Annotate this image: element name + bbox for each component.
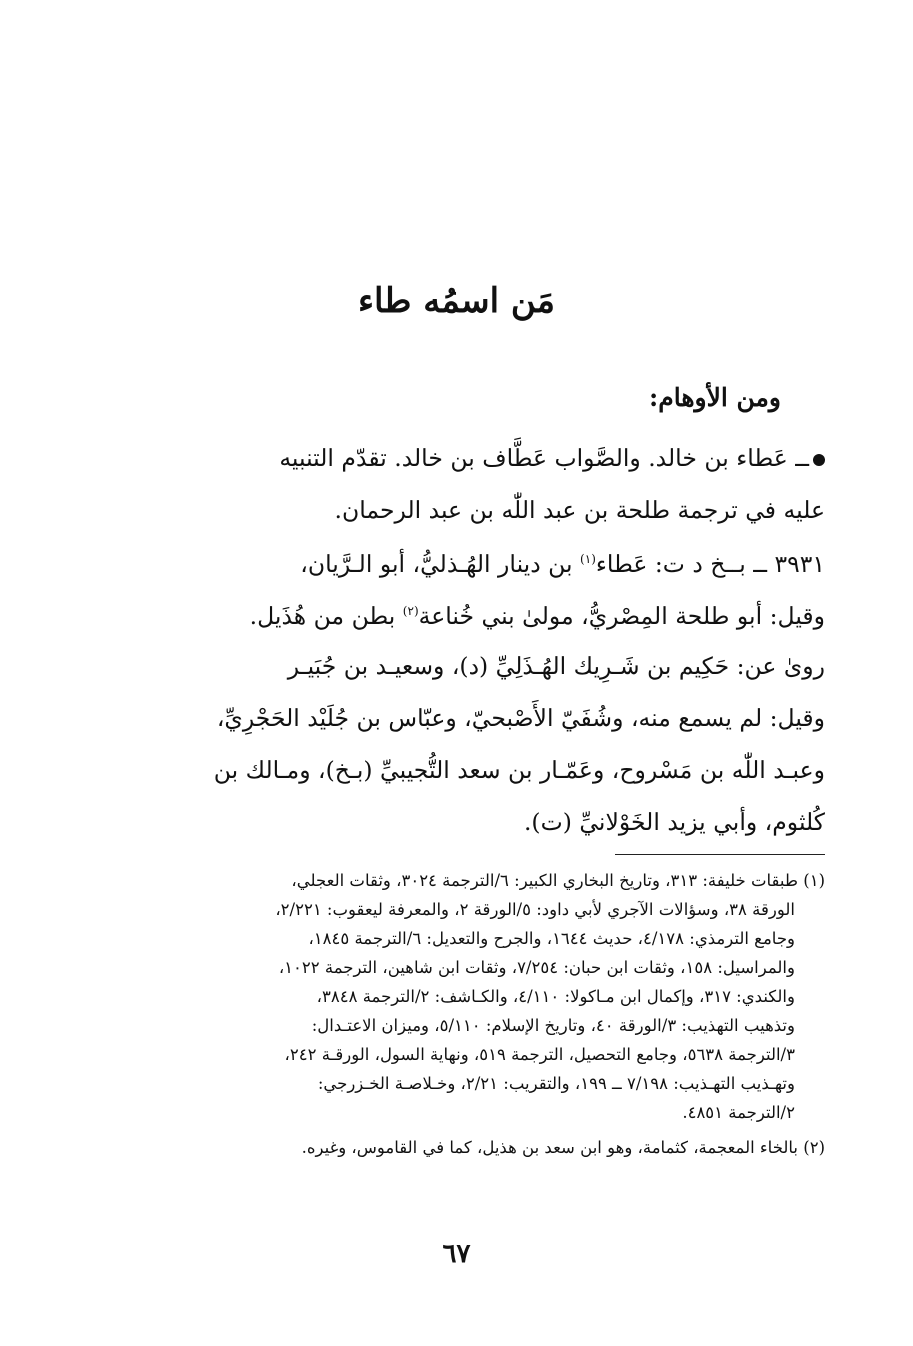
entry-3931-text-1b: بن دينار الهُـذليُّ، أبو الـرَّيان، (300, 550, 581, 578)
entry-3931-line-1 (145, 538, 825, 590)
footnote-divider (615, 854, 825, 855)
entry-3931-text-1a: ٣٩٣١ ــ بــخ د ت: عَطاء (595, 550, 825, 578)
footnote-1-line: وتذهيب التهذيب: ٣/الورقة ٤٠، وتاريخ الإسلام: ٥/١١٠، وميزان الاعتـدال: (311, 1016, 795, 1035)
bullet-icon (813, 454, 825, 466)
entry-3931-text-2b: بطن من هُذَيل. (249, 602, 403, 630)
footnote-1 (145, 866, 825, 1127)
entry-errata-line-2: عليه في ترجمة طلحة بن عبد اللّٰه بن عبد الرحمان. (334, 496, 825, 524)
footnote-ref-1[interactable]: (١) (580, 552, 596, 567)
narrators-line-4: كُلثوم، وأبي يزيد الخَوْلانيِّ (ت). (523, 808, 825, 836)
entry-3931 (145, 538, 825, 642)
entry-errata-text-1: عَطاء بن خالد. والصَّواب عَطَّاف بن خالد. تقدّم التنبيه (279, 444, 788, 472)
narrators-line-3: وعبـد اللّٰه بن مَسْروح، وعَمّـار بن سعد التُّجيبيِّ (بـخ)، ومـالك بن (213, 756, 825, 784)
section-subheading: ومن الأوهام: (649, 383, 781, 412)
entry-3931-line-2 (145, 590, 825, 642)
entry-narrators (145, 640, 825, 848)
footnote-2-line: (٢) بالخاء المعجمة، كثمامة، وهو ابن سعد بن هذيل، كما في القاموس، وغيره. (301, 1138, 825, 1157)
footnote-1-line: (١) طبقات خليفة: ٣١٣، وتاريخ البخاري الكبير: ٦/الترجمة ٣٠٢٤، وثقات العجلي، (291, 871, 825, 890)
narrators-line-2: وقيل: لم يسمع منه، وشُفَيّ الأَصْبحيّ، وعبّاس بن جُلَيْد الحَجْرِيِّ، (216, 704, 825, 732)
page-number: ٦٧ (442, 1239, 471, 1269)
entry-errata-line-1: ــ عَطاء بن خالد. والصَّواب عَطَّاف بن خالد. تقدّم التنبيه (145, 432, 825, 484)
footnote-1-line: وتهـذيب التهـذيب: ٧/١٩٨ ــ ١٩٩، والتقريب: ٢/٢١، وخـلاصـة الخـزرجي: (317, 1074, 795, 1093)
footnote-1-line: والكندي: ٣١٧، وإكمال ابن مـاكولا: ٤/١١٠، والكـاشف: ٢/الترجمة ٣٨٤٨، (316, 987, 795, 1006)
footnote-1-line: ٢/الترجمة ٤٨٥١. (682, 1103, 795, 1122)
footnote-1-line: ٣/الترجمة ٥٦٣٨، وجامع التحصيل، الترجمة ٥١٩، ونهاية السول، الورقـة ٢٤٢، (284, 1045, 795, 1064)
narrators-line-1: روىٰ عن: حَكِيم بن شَـرِيك الهُـذَلِيِّ (د)، وسعيـد بن جُبَيـر (287, 652, 825, 680)
footnote-1-line: والمراسيل: ١٥٨، وثقات ابن حبان: ٧/٢٥٤، وثقات ابن شاهين، الترجمة ١٠٢٢، (278, 958, 795, 977)
entry-3931-text-2a: وقيل: أبو طلحة المِصْريُّ، مولىٰ بني خُناعة (418, 602, 825, 630)
footnote-2 (145, 1133, 825, 1162)
entry-errata (145, 432, 825, 536)
footnote-1-line: الورقة ٣٨، وسؤالات الآجري لأبي داود: ٥/الورقة ٢، والمعرفة ليعقوب: ٢/٢٢١، (275, 900, 795, 919)
footnotes (145, 866, 825, 1162)
footnote-1-line: وجامع الترمذي: ٤/١٧٨، حديث ١٦٤٤، والجرح والتعديل: ٦/الترجمة ١٨٤٥، (308, 929, 795, 948)
footnote-ref-2[interactable]: (٢) (402, 604, 419, 619)
section-heading: مَن اسمُه طاء (358, 281, 555, 321)
